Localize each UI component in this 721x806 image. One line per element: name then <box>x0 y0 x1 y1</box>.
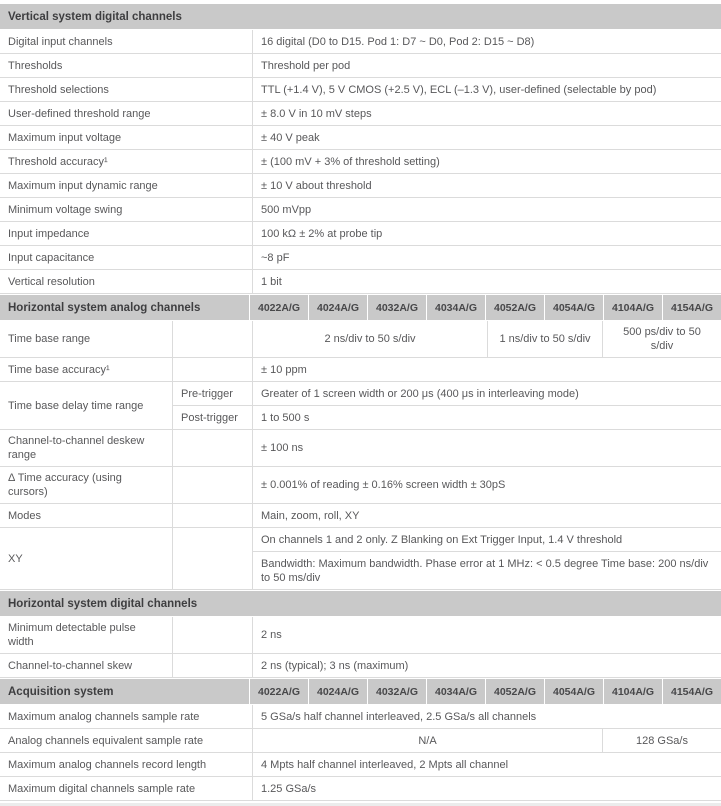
row-value: ± (100 mV + 3% of threshold setting) <box>261 155 440 168</box>
subrow-label: Pre-trigger <box>173 382 253 405</box>
row-value: 2 ns <box>261 629 282 641</box>
row-value: 2 ns (typical); 3 ns (maximum) <box>261 659 409 672</box>
row-label: Thresholds <box>0 54 253 77</box>
row-value: ± 8.0 V in 10 mV steps <box>261 107 372 120</box>
row-value-high-models: 128 GSa/s <box>636 734 688 747</box>
spec-row <box>0 174 721 198</box>
row-label: Time base range <box>0 321 173 357</box>
row-value: 100 kΩ ± 2% at probe tip <box>261 227 383 240</box>
row-label: Maximum analog channels record length <box>0 753 253 776</box>
subrow-post-trigger <box>173 406 721 429</box>
subrow-value: On channels 1 and 2 only. Z Blanking on Ext Trigger Input, 1.4 V threshold <box>261 533 623 546</box>
row-value-group1: 2 ns/div to 50 s/div <box>253 321 488 357</box>
model-header-cell: 4154A/G <box>662 679 721 704</box>
row-subcell-empty <box>173 654 253 677</box>
row-label: Input capacitance <box>0 246 253 269</box>
model-header-cell: 4054A/G <box>544 679 603 704</box>
model-header-cell: 4034A/G <box>426 295 485 320</box>
section-title: Horizontal system digital channels <box>8 597 198 610</box>
spec-row <box>0 617 721 654</box>
spec-row-timebase-range <box>0 321 721 358</box>
row-value-low-models: N/A <box>253 729 603 752</box>
spec-row <box>0 222 721 246</box>
row-label: Δ Time accuracy (using cursors) <box>0 467 173 503</box>
row-label: Channel-to-channel skew <box>0 654 173 677</box>
row-value-group3: 500 ps/div to 50 s/div <box>623 326 701 352</box>
model-header-cell: 4154A/G <box>662 295 721 320</box>
spec-row <box>0 430 721 467</box>
model-header-cell: 4104A/G <box>603 679 662 704</box>
spec-row <box>0 270 721 294</box>
row-label: Threshold accuracy¹ <box>0 150 253 173</box>
spec-row <box>0 705 721 729</box>
row-label: Maximum analog channels sample rate <box>0 705 253 728</box>
model-header-cell: 4104A/G <box>603 295 662 320</box>
row-subcell-empty <box>173 358 253 381</box>
subrow-value: Greater of 1 screen width or 200 μs (400 μs in interleaving mode) <box>261 387 579 400</box>
spec-row <box>0 504 721 528</box>
row-value: TTL (+1.4 V), 5 V CMOS (+2.5 V), ECL (–1.3 V), user-defined (selectable by pod) <box>261 83 657 96</box>
section-title: Horizontal system analog channels <box>0 295 250 320</box>
spec-row <box>0 54 721 78</box>
row-label: Input impedance <box>0 222 253 245</box>
row-label: Digital input channels <box>0 30 253 53</box>
spec-row-equiv-rate <box>0 729 721 753</box>
model-header-cell: 4022A/G <box>257 685 301 698</box>
row-label: Modes <box>0 504 173 527</box>
model-header-row <box>250 679 721 704</box>
spec-row <box>0 198 721 222</box>
spec-row <box>0 150 721 174</box>
spec-row <box>0 126 721 150</box>
row-label: Vertical resolution <box>0 270 253 293</box>
section-header-digital <box>0 591 721 616</box>
row-label: Maximum digital channels sample rate <box>0 777 253 800</box>
row-value: ~8 pF <box>261 251 290 264</box>
row-label: XY <box>0 528 173 589</box>
model-header-cell: 4022A/G <box>257 301 301 314</box>
spec-row <box>0 467 721 504</box>
row-label: Maximum input voltage <box>0 126 253 149</box>
section-header-vertical <box>0 4 721 29</box>
row-subcell-empty <box>173 617 253 653</box>
model-header-cell: 4032A/G <box>367 679 426 704</box>
row-label: Minimum detectable pulse width <box>0 617 173 653</box>
row-value: ± 0.001% of reading ± 0.16% screen width ± 30pS <box>261 479 506 491</box>
row-value: 500 mVpp <box>261 203 312 216</box>
row-value: 1.25 GSa/s <box>261 782 317 795</box>
section-title: Vertical system digital channels <box>8 10 182 23</box>
spec-row <box>0 777 721 801</box>
row-value: Main, zoom, roll, XY <box>261 509 360 522</box>
model-header-cell: 4054A/G <box>544 295 603 320</box>
row-subcell-empty <box>173 430 253 466</box>
spec-row-xy <box>0 528 721 590</box>
row-label: Minimum voltage swing <box>0 198 253 221</box>
spec-row <box>0 102 721 126</box>
spec-row <box>0 78 721 102</box>
row-subcell-empty <box>173 467 253 503</box>
row-label: Time base delay time range <box>0 382 173 429</box>
row-value: ± 40 V peak <box>261 131 320 144</box>
row-subcell-empty <box>173 528 253 589</box>
row-label: Threshold selections <box>0 78 253 101</box>
row-value: ± 100 ns <box>261 442 304 454</box>
row-label: Maximum input dynamic range <box>0 174 253 197</box>
row-value: 5 GSa/s half channel interleaved, 2.5 GSa/s all channels <box>261 710 537 723</box>
model-header-cell: 4032A/G <box>367 295 426 320</box>
spec-row <box>0 246 721 270</box>
section-header-acquisition <box>0 679 721 704</box>
model-header-cell: 4024A/G <box>308 679 367 704</box>
xy-subrows <box>253 528 721 589</box>
row-label: Time base accuracy¹ <box>0 358 173 381</box>
subrow-label: Post-trigger <box>173 406 253 429</box>
row-value-group2: 1 ns/div to 50 s/div <box>488 321 603 357</box>
row-value: ± 10 V about threshold <box>261 179 372 192</box>
model-header-cell: 4052A/G <box>485 295 544 320</box>
spec-row <box>0 358 721 382</box>
section-title: Acquisition system <box>0 679 250 704</box>
row-label: User-defined threshold range <box>0 102 253 125</box>
section-header-analog <box>0 295 721 320</box>
model-header-cell: 4024A/G <box>308 295 367 320</box>
row-value: ± 10 ppm <box>261 363 307 376</box>
spec-row-delay <box>0 382 721 430</box>
model-header-row <box>250 295 721 320</box>
subrow-xy-1 <box>253 528 721 552</box>
row-label: Channel-to-channel deskew range <box>0 430 173 466</box>
row-value: 1 bit <box>261 275 282 288</box>
spec-row <box>0 30 721 54</box>
row-value: 16 digital (D0 to D15. Pod 1: D7 ~ D0, Pod 2: D15 ~ D8) <box>261 35 535 48</box>
row-value: 4 Mpts half channel interleaved, 2 Mpts all channel <box>261 758 509 771</box>
delay-subrows <box>173 382 721 429</box>
row-label: Analog channels equivalent sample rate <box>0 729 253 752</box>
model-header-cell: 4034A/G <box>426 679 485 704</box>
model-header-cell: 4052A/G <box>485 679 544 704</box>
row-value: Threshold per pod <box>261 59 351 72</box>
spec-row <box>0 654 721 678</box>
row-subcell-empty <box>173 504 253 527</box>
subrow-xy-2 <box>253 552 721 589</box>
row-subcell-empty <box>173 321 253 357</box>
subrow-pre-trigger <box>173 382 721 406</box>
subrow-value: 1 to 500 s <box>261 411 310 424</box>
subrow-value: Bandwidth: Maximum bandwidth. Phase error at 1 MHz: < 0.5 degree Time base: 200 ns/div to 50 ms/div <box>261 557 709 584</box>
